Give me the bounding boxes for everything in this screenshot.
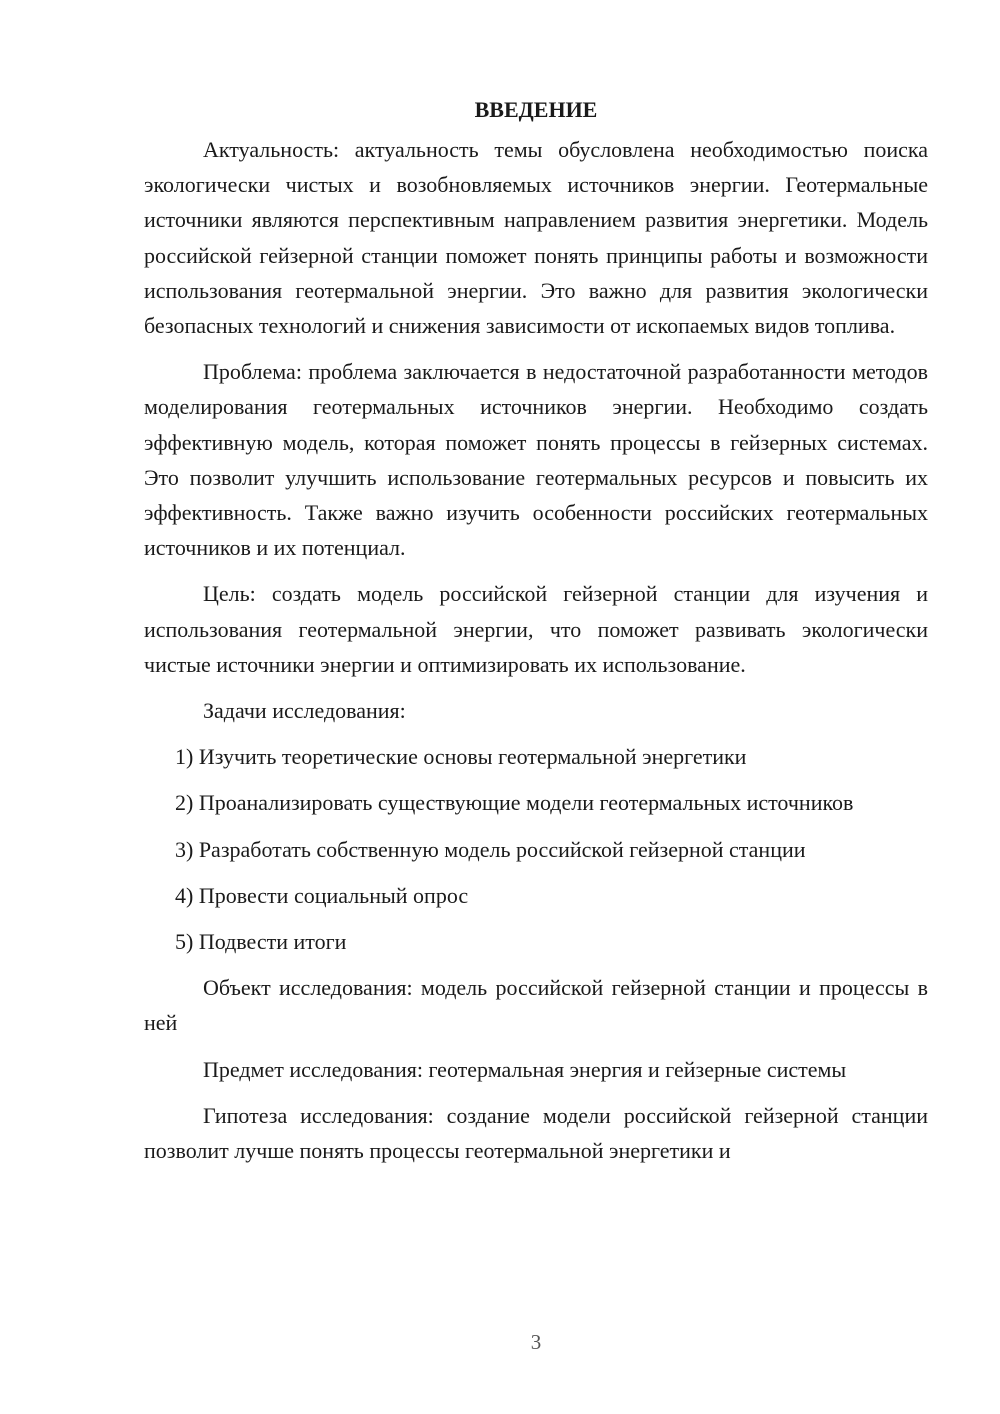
task-item-3: 3) Разработать собственную модель российской гейзерной станции [175,836,806,862]
task-item-1: 1) Изучить теоретические основы геотермальной энергетики [175,744,747,770]
hypothesis-paragraph: Гипотеза исследования: создание модели российской гейзерной станции позволит лучше понять процессы геотермальной энергетики и [144,1102,928,1164]
object-paragraph: Объект исследования: модель российской гейзерной станции и процессы в ней [144,975,928,1036]
goal-paragraph: Цель: создать модель российской гейзерной станции для изучения и использования геотермальной энергии, что поможет развивать экологически чистые источники энергии и оптимизировать их использование. [144,581,928,677]
page-content [144,92,928,1168]
subject-paragraph: Предмет исследования: геотермальная энергия и гейзерные системы [203,1056,847,1082]
page-number: 3 [530,1330,542,1354]
problem-paragraph: Проблема: проблема заключается в недостаточной разработанности методов моделирования геотермальных источников энергии. Необходимо создать эффективную модель, которая поможет понять процессы в гейзерных системах. Это позволит улучшить использование геотермальных ресурсов и повысить их эффективность. Также важно изучить особенности российских геотермальных источников и их потенциал. [144,359,928,561]
task-item-4: 4) Провести социальный опрос [175,882,469,908]
section-heading: ВВЕДЕНИЕ [474,97,598,122]
tasks-title: Задачи исследования: [203,698,406,724]
task-item-5: 5) Подвести итоги [175,929,347,955]
relevance-paragraph: Актуальность: актуальность темы обусловлена необходимостью поиска экологически чистых и возобновляемых источников энергии. Геотермальные источники являются перспективным направлением развития энергетики. Модель российской гейзерной станции поможет понять принципы работы и возможности использования геотермальной энергии. Это важно для развития экологически безопасных технологий и снижения зависимости от ископаемых видов топлива. [144,137,928,339]
task-item-2: 2) Проанализировать существующие модели геотермальных источников [175,790,854,816]
